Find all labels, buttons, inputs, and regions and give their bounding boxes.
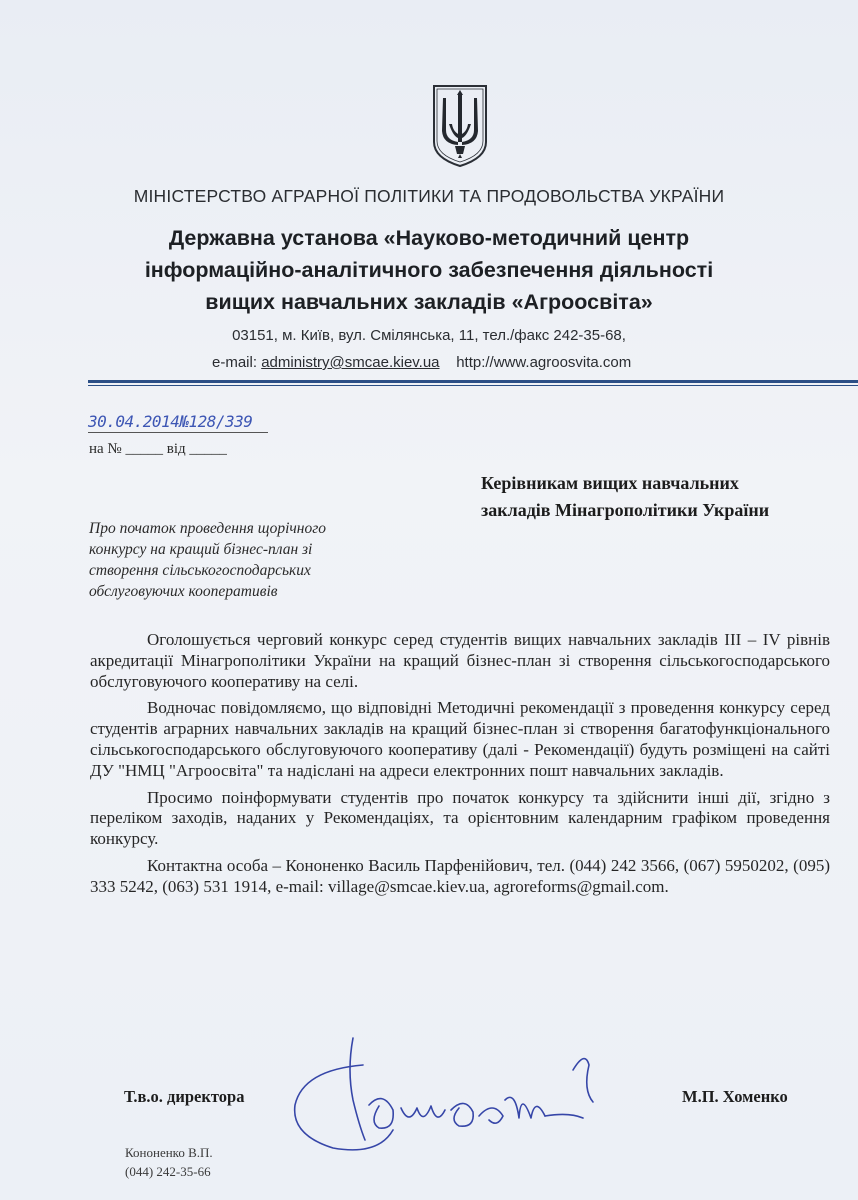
subject-block bbox=[89, 518, 326, 602]
reference-line: на № _____ від _____ bbox=[89, 441, 227, 457]
addressee-line: Керівникам вищих навчальних bbox=[481, 473, 739, 493]
executor-name: Кононенко В.П. bbox=[125, 1145, 213, 1160]
subject-line: обслуговуючих кооперативів bbox=[89, 583, 278, 600]
body-paragraph: Оголошується черговий конкурс серед студентів вищих навчальних закладів ІІІ – IV рівнів акредитації Мінагрополітики України на кращий бізнес-план зі створення сільськогосподарського обслуговуючого кооперативу на селі. bbox=[90, 630, 830, 691]
letterhead-rule-thin bbox=[88, 385, 858, 386]
organization-title bbox=[0, 222, 858, 318]
email-label: e-mail: bbox=[212, 354, 258, 371]
subject-line: створення сільськогосподарських bbox=[89, 562, 311, 579]
addressee-block bbox=[481, 470, 769, 524]
body-paragraph: Водночас повідомляємо, що відповідні Методичні рекомендації з проведення конкурсу серед студентів аграрних навчальних закладів на кращий бізнес-план зі створення багатофункціонального сільськогосподарського обслуговуючого кооперативу (далі - Рекомендації) будуть розміщені на сайті ДУ "НМЦ "Агроосвіта" та надіслані на адреси електронних пошт навчальних закладів. bbox=[90, 698, 830, 780]
outgoing-number-handwritten: 30.04.2014№128/339 bbox=[88, 412, 253, 431]
subject-line: Про початок проведення щорічного bbox=[89, 520, 327, 537]
organization-title-line: Державна установа «Науково-методичний центр bbox=[168, 226, 690, 250]
executor-phone: (044) 242-35-66 bbox=[125, 1164, 211, 1179]
organization-contacts bbox=[212, 354, 631, 371]
outgoing-number-underline bbox=[88, 432, 268, 433]
subject-line: конкурсу на кращий бізнес-план зі bbox=[89, 541, 313, 558]
trident-emblem-icon bbox=[431, 84, 489, 168]
addressee-line: закладів Мінагрополітики України bbox=[481, 500, 770, 520]
ministry-name: МІНІСТЕРСТВО АГРАРНОЇ ПОЛІТИКИ ТА ПРОДОВОЛЬСТВА УКРАЇНИ bbox=[133, 186, 725, 206]
letterhead-rule-thick bbox=[88, 380, 858, 383]
letter-body bbox=[90, 630, 830, 904]
handwritten-signature-icon bbox=[283, 1030, 603, 1160]
body-paragraph: Контактна особа – Кононенко Василь Парфенійович, тел. (044) 242 3566, (067) 5950202, (095) 333 5242, (063) 531 1914, e-mail: village@smcae.kiev.ua, agroreforms@gmail.com. bbox=[90, 855, 830, 896]
organization-title-line: вищих навчальних закладів «Агроосвіта» bbox=[205, 290, 653, 314]
signatory-title: Т.в.о. директора bbox=[124, 1087, 245, 1106]
body-paragraph: Просимо поінформувати студентів про початок конкурсу та здійснити інші дії, згідно з переліком заходів, наданих у Рекомендаціях, та орієнтовним календарним графіком проведення конкурсу. bbox=[90, 787, 830, 849]
signatory-name: М.П. Хоменко bbox=[682, 1087, 788, 1106]
organization-address: 03151, м. Київ, вул. Смілянська, 11, тел./факс 242-35-68, bbox=[232, 327, 626, 344]
organization-title-line: інформаційно-аналітичного забезпечення діяльності bbox=[144, 258, 714, 282]
email-link[interactable]: administry@smcae.kiev.ua bbox=[261, 354, 440, 371]
website-link[interactable]: http://www.agroosvita.com bbox=[456, 354, 632, 371]
